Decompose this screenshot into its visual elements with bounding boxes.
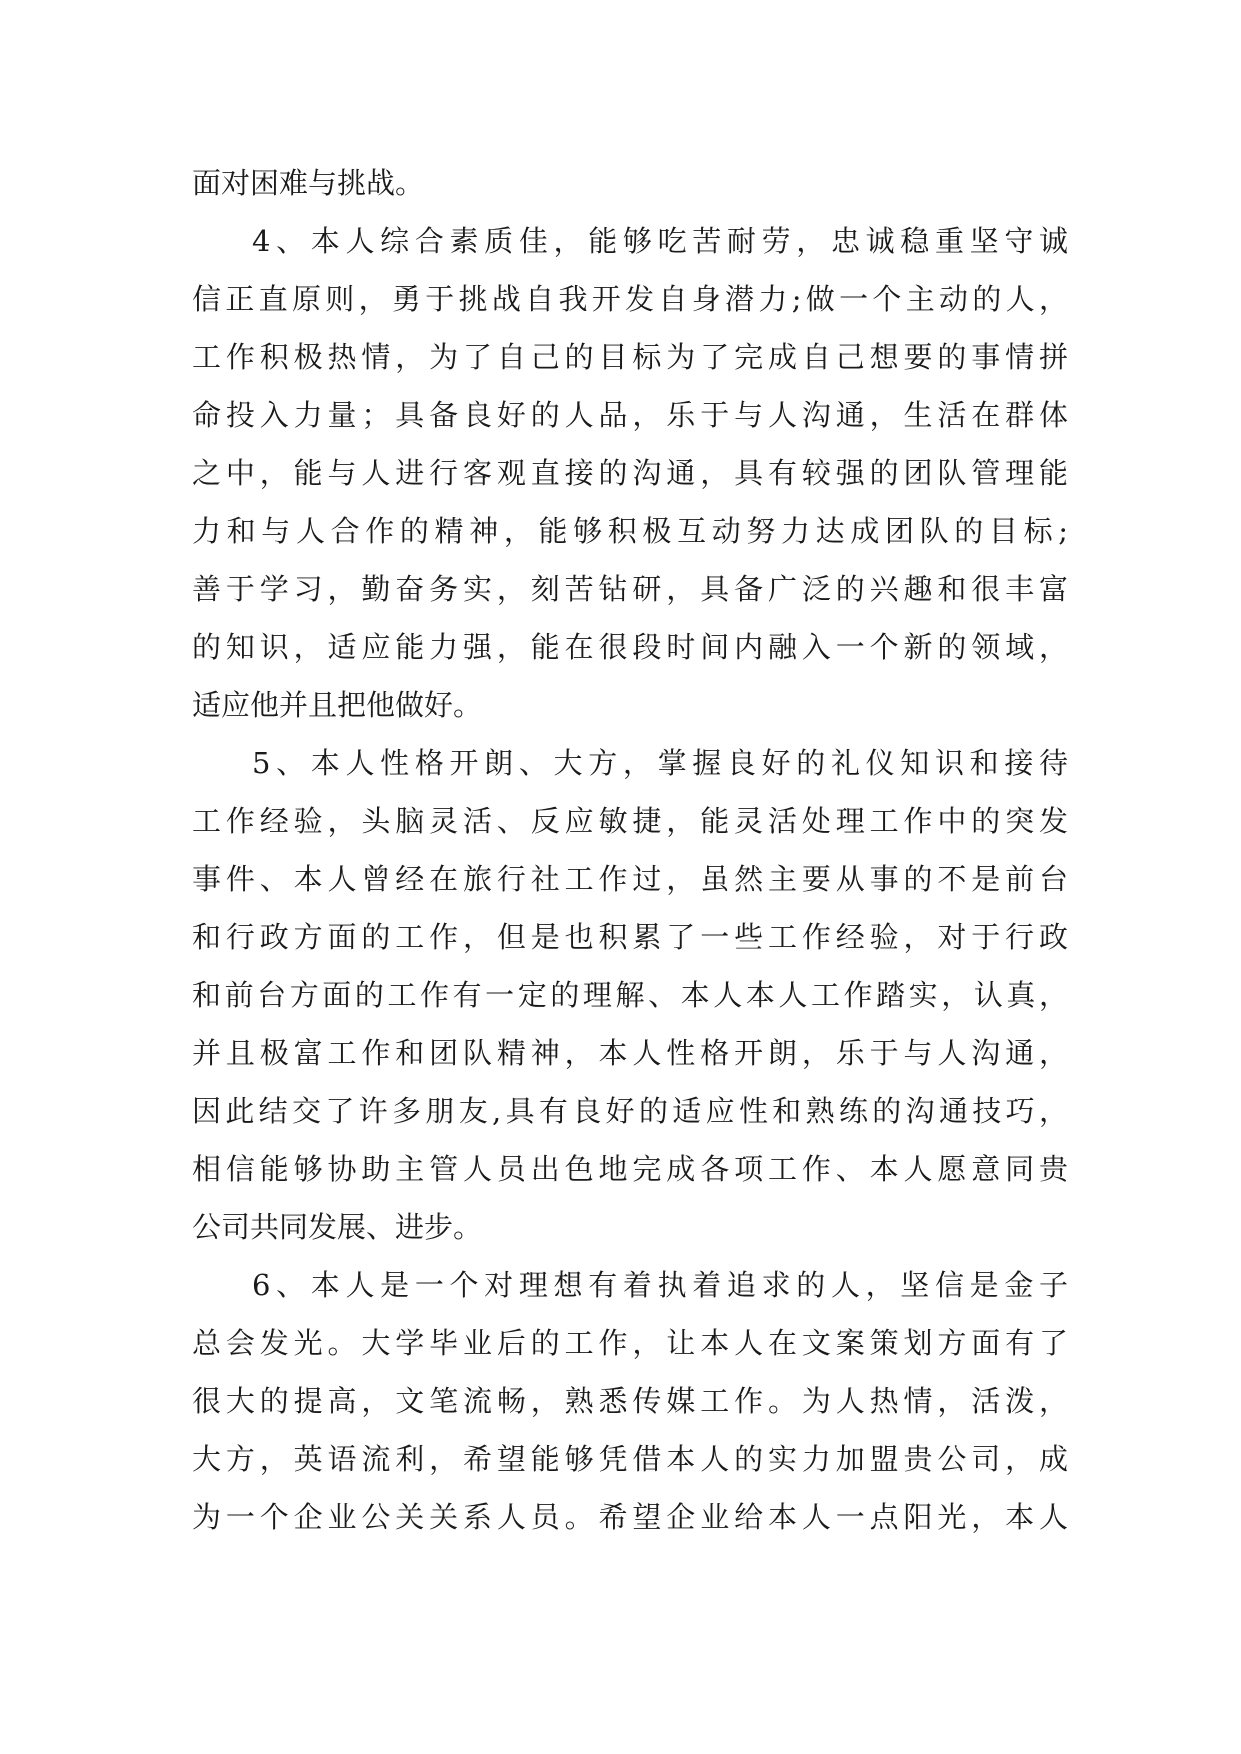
text-line: 大方，英语流利，希望能够凭借本人的实力加盟贵公司，成 <box>192 1442 1068 1476</box>
text-line: 工作积极热情，为了自己的目标为了完成自己想要的事情拼 <box>192 340 1068 374</box>
text-line: 适应他并且把他做好。 <box>192 688 483 722</box>
text-line: 的知识，适应能力强，能在很段时间内融入一个新的领域， <box>192 630 1068 664</box>
text-line: 很大的提高，文笔流畅，熟悉传媒工作。为人热情，活泼， <box>192 1384 1068 1418</box>
text-line: 命投入力量；具备良好的人品，乐于与人沟通，生活在群体 <box>192 398 1068 432</box>
text-line: 因此结交了许多朋友,具有良好的适应性和熟练的沟通技巧， <box>192 1094 1068 1128</box>
paragraph-5-first-line: 5、本人性格开朗、大方，掌握良好的礼仪知识和接待 <box>252 746 1068 780</box>
text-line: 相信能够协助主管人员出色地完成各项工作、本人愿意同贵 <box>192 1152 1068 1186</box>
text-line: 和前台方面的工作有一定的理解、本人本人工作踏实，认真， <box>192 978 1068 1012</box>
text-line: 并且极富工作和团队精神，本人性格开朗，乐于与人沟通， <box>192 1036 1068 1070</box>
document-body <box>192 154 1068 1546</box>
text-line: 公司共同发展、进步。 <box>192 1210 483 1244</box>
text-line: 之中，能与人进行客观直接的沟通，具有较强的团队管理能 <box>192 456 1068 490</box>
text-line: 为一个企业公关关系人员。希望企业给本人一点阳光，本人 <box>192 1500 1068 1534</box>
text-line: 工作经验，头脑灵活、反应敏捷，能灵活处理工作中的突发 <box>192 804 1068 838</box>
text-line: 事件、本人曾经在旅行社工作过，虽然主要从事的不是前台 <box>192 862 1068 896</box>
text-line: 总会发光。大学毕业后的工作，让本人在文案策划方面有了 <box>192 1326 1068 1360</box>
paragraph-6-first-line: 6、本人是一个对理想有着执着追求的人，坚信是金子 <box>252 1268 1068 1302</box>
text-line: 和行政方面的工作，但是也积累了一些工作经验，对于行政 <box>192 920 1068 954</box>
text-line: 力和与人合作的精神，能够积极互动努力达成团队的目标; <box>192 514 1068 548</box>
text-line: 善于学习，勤奋务实，刻苦钻研，具备广泛的兴趣和很丰富 <box>192 572 1068 606</box>
text-line: 面对困难与挑战。 <box>192 166 425 200</box>
paragraph-4-first-line: 4、本人综合素质佳，能够吃苦耐劳，忠诚稳重坚守诚 <box>252 224 1068 258</box>
text-line: 信正直原则，勇于挑战自我开发自身潜力;做一个主动的人， <box>192 282 1068 316</box>
